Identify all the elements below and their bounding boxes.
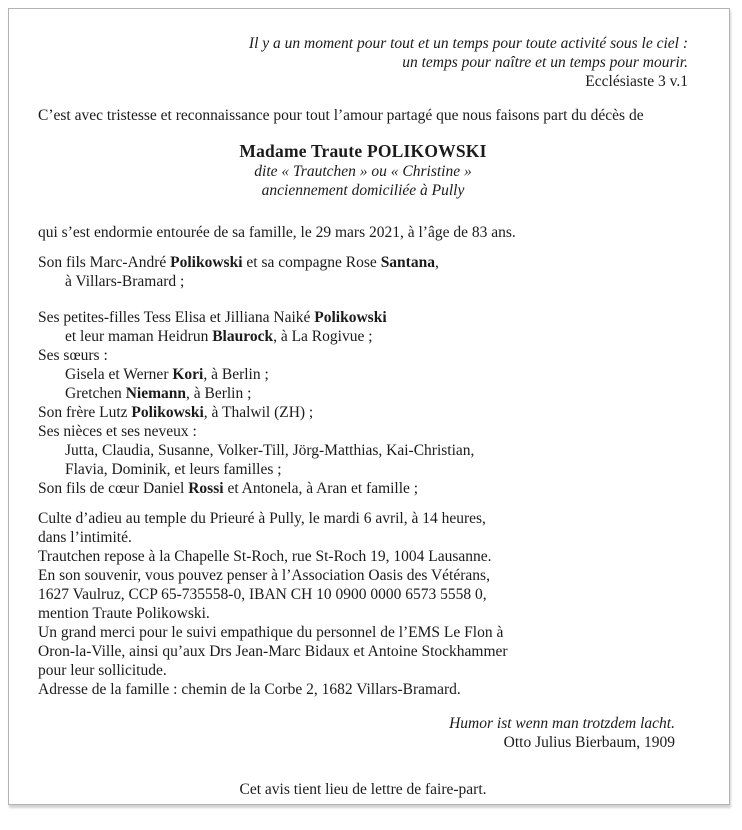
scripture-attribution: Ecclésiaste 3 v.1 bbox=[585, 73, 688, 90]
ceremony-line: Adresse de la famille : chemin de la Corbe 2, 1682 Villars-Bramard. bbox=[38, 681, 461, 698]
ceremony-line: En son souvenir, vous pouvez penser à l’Association Oasis des Vétérans, bbox=[38, 567, 490, 584]
family-line: à Villars-Bramard ; bbox=[65, 273, 185, 290]
family-line: Gisela et Werner Kori, à Berlin ; bbox=[65, 366, 269, 383]
ceremony-line: dans l’intimité. bbox=[38, 529, 132, 546]
ceremony-line: Culte d’adieu au temple du Prieuré à Pully, le mardi 6 avril, à 14 heures, bbox=[38, 510, 486, 527]
family-line: Son fils Marc-André Polikowski et sa compagne Rose Santana, bbox=[38, 254, 439, 271]
ceremony-line: mention Traute Polikowski. bbox=[38, 605, 210, 622]
deceased-name: Madame Traute POLIKOWSKI bbox=[239, 141, 487, 161]
family-line: Son fils de cœur Daniel Rossi et Antonela, à Aran et famille ; bbox=[38, 480, 419, 497]
deceased-aka: dite « Trautchen » ou « Christine » bbox=[254, 163, 472, 180]
ceremony-paragraph bbox=[38, 509, 688, 699]
closing-quote bbox=[38, 714, 688, 752]
ceremony-line: Trautchen repose à la Chapelle St-Roch, rue St-Roch 19, 1004 Lausanne. bbox=[38, 548, 492, 565]
death-announcement-line: qui s’est endormie entourée de sa famille, le 29 mars 2021, à l’âge de 83 ans. bbox=[38, 224, 516, 241]
closing-quote-text: Humor ist wenn man trotzdem lacht. bbox=[449, 715, 675, 732]
family-line: Son frère Lutz Polikowski, à Thalwil (ZH) ; bbox=[38, 404, 314, 421]
ceremony-line: 1627 Vaulruz, CCP 65-735558-0, IBAN CH 10 0900 0000 6573 5558 0, bbox=[38, 586, 487, 603]
scripture-quote bbox=[38, 34, 688, 91]
intro-line: C’est avec tristesse et reconnaissance pour tout l’amour partagé que nous faisons part du décès de bbox=[38, 107, 644, 124]
closing-quote-attribution: Otto Julius Bierbaum, 1909 bbox=[503, 734, 675, 751]
ceremony-line: Un grand merci pour le suivi empathique du personnel de l’EMS Le Flon à bbox=[38, 624, 504, 641]
ceremony-line: Oron-la-Ville, ainsi qu’aux Drs Jean-Marc Bidaux et Antoine Stockhammer bbox=[38, 643, 508, 660]
deceased-block bbox=[38, 141, 688, 200]
deceased-residence: anciennement domiciliée à Pully bbox=[261, 182, 465, 199]
family-line: Flavia, Dominik, et leurs familles ; bbox=[65, 461, 282, 478]
obituary-page bbox=[8, 8, 730, 805]
family-line: Gretchen Niemann, à Berlin ; bbox=[65, 385, 252, 402]
family-line: Ses nièces et ses neveux : bbox=[38, 423, 197, 440]
family-line: et leur maman Heidrun Blaurock, à La Rogivue ; bbox=[65, 328, 373, 345]
ceremony-line: pour leur sollicitude. bbox=[38, 662, 167, 679]
family-line: Ses petites-filles Tess Elisa et Jilliana Naiké Polikowski bbox=[38, 309, 387, 326]
family-line: Jutta, Claudia, Susanne, Volker-Till, Jörg-Matthias, Kai-Christian, bbox=[65, 442, 475, 459]
family-list bbox=[38, 253, 688, 498]
scripture-line-2: un temps pour naître et un temps pour mourir. bbox=[402, 54, 688, 71]
faire-part-note: Cet avis tient lieu de lettre de faire-part. bbox=[239, 781, 487, 798]
scripture-line-1: Il y a un moment pour tout et un temps pour toute activité sous le ciel : bbox=[248, 35, 688, 52]
family-line: Ses sœurs : bbox=[38, 347, 108, 364]
